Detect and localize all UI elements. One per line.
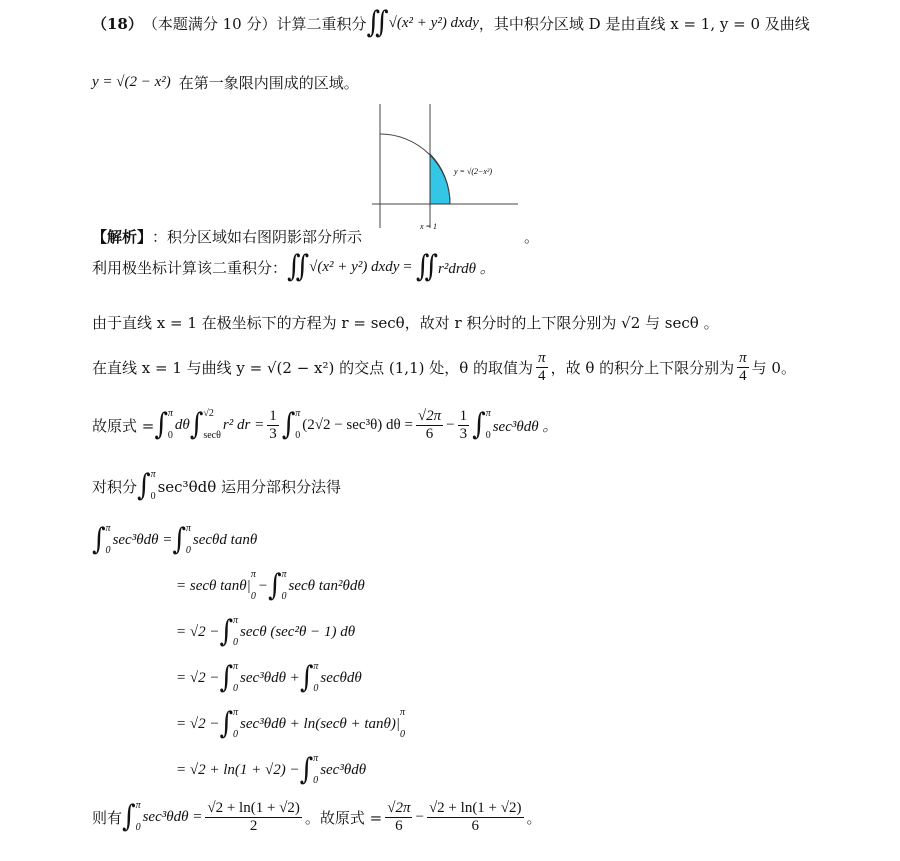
problem-number: （18） xyxy=(92,14,143,33)
integral-limits: π 0 xyxy=(233,615,239,648)
integral-limits: π 0 xyxy=(485,408,491,441)
line2-a: = √2 − xyxy=(176,623,220,640)
integral-icon: ∫ xyxy=(92,522,106,558)
derivation-line-1 xyxy=(176,570,365,602)
integral-icon: ∫ xyxy=(189,407,204,443)
derivation-line-2 xyxy=(176,616,355,648)
intersect-pre: 在直线 x = 1 与曲线 y = √(2 − x²) 的交点 (1,1) 处，θ 的取值为 xyxy=(92,358,534,377)
intersect-end: 与 0。 xyxy=(751,358,796,377)
line1-a: = secθ tanθ| xyxy=(176,577,251,594)
integral-icon: ∫ xyxy=(122,799,136,835)
line-equation-text: 由于直线 x = 1 在极坐标下的方程为 r = secθ，故对 r 积分时的上下限分别为 √2 与 secθ 。 xyxy=(92,314,719,332)
original-middle: (2√2 − sec³θ) dθ = xyxy=(302,416,413,433)
original-label: 故原式 = xyxy=(92,416,155,435)
final-result xyxy=(92,800,542,834)
problem-score: （本题满分 10 分） xyxy=(142,14,277,33)
integral-limits: π 0 xyxy=(167,408,173,441)
integral-limits: π 0 xyxy=(233,661,239,694)
line1-c: secθ tan²θdθ xyxy=(288,577,365,594)
d-theta: dθ xyxy=(174,416,190,433)
intersect-mid: ，故 θ 的积分上下限分别为 xyxy=(550,358,735,377)
region-figure xyxy=(372,104,532,234)
line5-a: = √2 + ln(1 + √2) − xyxy=(176,761,300,778)
parts-intro xyxy=(92,470,341,502)
derivation-line-5 xyxy=(176,754,366,786)
polar-line: 利用极坐标计算该二重积分： ∬ √(x² + y²) dxdy = ∬ r²drdθ 。 xyxy=(92,249,495,285)
integral-limits: π 0 xyxy=(313,661,319,694)
minus-sign: − xyxy=(415,808,424,825)
problem-curve: y = √(2 − x²) xyxy=(92,74,171,90)
curve-label: y = √(2−x²) xyxy=(454,167,493,176)
solution-intro xyxy=(92,226,362,247)
polar-rhs: r²drdθ 。 xyxy=(438,260,495,277)
shaded-region xyxy=(430,154,450,204)
line4-a: = √2 − xyxy=(176,715,220,732)
eval-limits: π 0 xyxy=(250,569,256,602)
integral-icon: ∫ xyxy=(281,407,296,443)
result-integral: sec³θdθ = xyxy=(142,808,203,825)
line0-a: sec³θdθ = xyxy=(112,531,173,548)
parts-intro-end: sec³θdθ 运用分部积分法得 xyxy=(157,477,341,496)
line1-minus: − xyxy=(257,577,268,594)
intro-period: 。 xyxy=(524,228,540,246)
integral-limits: √2 secθ xyxy=(203,408,221,441)
sqrt2pi-over-6-fraction: $\frac{√2\pi}{6}$ xyxy=(387,800,411,834)
pi-over-4-fraction xyxy=(536,350,548,384)
solution-intro-text: ：积分区域如右图阴影部分所示 xyxy=(152,228,363,246)
integral-icon: ∫ xyxy=(472,407,486,443)
integral-icon: ∫ xyxy=(267,568,282,604)
line3-b: sec³θdθ + xyxy=(240,669,300,686)
solution-intro-end xyxy=(524,226,539,247)
pi-over-4-fraction xyxy=(737,350,749,384)
one-third-fraction: $\frac{1}{3}$ xyxy=(459,408,468,442)
problem-text-1: 计算二重积分 xyxy=(276,14,367,33)
line3-a: = √2 − xyxy=(176,669,220,686)
integral-icon: ∫ xyxy=(137,468,151,504)
solution-tag: 【解析】 xyxy=(92,228,153,246)
integral-icon: ∫ xyxy=(219,660,234,696)
polar-integrand: √(x² + y²) dxdy xyxy=(309,258,400,275)
r-squared-dr: r² dr = xyxy=(222,416,265,433)
problem-line-2 xyxy=(92,72,359,93)
integral-icon: ∫ xyxy=(172,522,186,558)
problem-integrand: √(x² + y²) dxdy xyxy=(388,14,479,31)
problem-line-1 xyxy=(92,5,810,41)
line-equation xyxy=(92,312,719,333)
frac-den: 4 xyxy=(739,367,747,384)
derivation-line-3 xyxy=(176,662,362,694)
integral-limits: π 0 xyxy=(313,753,319,786)
line-label: x = 1 xyxy=(420,222,437,231)
problem-text-3: 在第一象限内围成的区域。 xyxy=(178,74,359,92)
sqrt2pi-over-6-fraction: $\frac{√2\pi}{6}$ xyxy=(417,408,442,442)
final-fraction: $\frac{√2 + \ln(1 + √2)}{6}$ xyxy=(428,800,522,834)
double-integral-icon: ∬ xyxy=(366,5,389,41)
double-integral-icon: ∬ xyxy=(415,249,438,285)
result-mid: 。故原式 = xyxy=(304,808,383,827)
minus-sign: − xyxy=(446,416,455,433)
integral-icon: ∫ xyxy=(154,407,168,443)
result-end: 。 xyxy=(526,808,542,827)
derivation-line-0 xyxy=(92,524,257,556)
problem-text-2: ，其中积分区域 D 是由直线 x = 1, y = 0 及曲线 xyxy=(478,14,810,33)
derivation-line-4 xyxy=(176,708,407,740)
polar-text: 利用极坐标计算该二重积分： xyxy=(92,258,288,277)
line4-b: sec³θdθ + ln(secθ + tanθ)| xyxy=(240,715,401,732)
frac-den: 4 xyxy=(538,367,546,384)
original-tail: sec³θdθ 。 xyxy=(492,418,558,435)
integral-icon: ∫ xyxy=(219,706,234,742)
one-third-fraction: $\frac{1}{3}$ xyxy=(269,408,277,442)
result-fraction: $\frac{√2 + \ln(1 + √2)}{2}$ xyxy=(207,800,300,834)
line3-c: secθdθ xyxy=(320,669,362,686)
intersection-line xyxy=(92,350,796,384)
integral-icon: ∫ xyxy=(299,752,314,788)
original-expression xyxy=(92,408,557,442)
integral-limits: π 0 xyxy=(135,800,141,833)
parts-intro-text: 对积分 xyxy=(92,477,138,496)
line2-b: secθ (sec²θ − 1) dθ xyxy=(240,623,356,640)
double-integral-icon: ∬ xyxy=(287,249,310,285)
line0-b: secθd tanθ xyxy=(192,531,258,548)
frac-num: π xyxy=(538,350,546,366)
integral-icon: ∫ xyxy=(299,660,314,696)
integral-icon: ∫ xyxy=(219,614,234,650)
integral-limits: π 0 xyxy=(150,469,156,502)
result-label: 则有 xyxy=(92,808,123,827)
integral-limits: π 0 xyxy=(185,523,191,556)
frac-num: π xyxy=(739,350,747,366)
eval-limits: π 0 xyxy=(400,707,406,740)
integral-limits: π 0 xyxy=(233,707,239,740)
integral-limits: π 0 xyxy=(295,408,301,441)
integral-limits: π 0 xyxy=(105,523,111,556)
integral-limits: π 0 xyxy=(281,569,287,602)
line5-b: sec³θdθ xyxy=(320,761,367,778)
